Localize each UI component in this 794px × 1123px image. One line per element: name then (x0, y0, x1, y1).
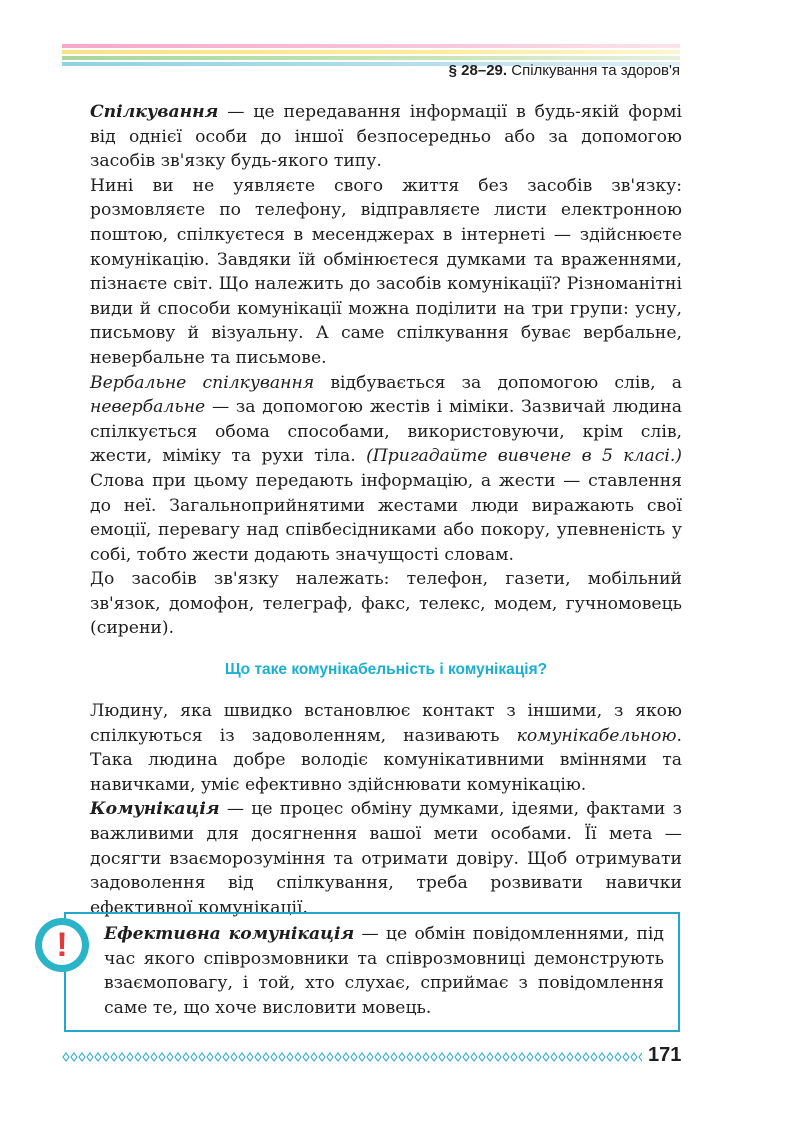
paragraph-means-of-communication (90, 174, 682, 371)
paragraph-definition-communication (90, 100, 682, 174)
italic-term: невербальне (90, 397, 206, 418)
callout-term: Ефективна комунікація (104, 924, 355, 944)
footer-ornament (62, 1052, 642, 1062)
italic-term: комунікабельною (516, 725, 677, 746)
section-number: § 28–29. (448, 62, 508, 79)
definition-callout (64, 912, 680, 1032)
callout-text (104, 922, 664, 1020)
italic-term: Вербальне спілкування (90, 372, 315, 393)
term: Комунікація (90, 799, 220, 820)
page-number: 171 (648, 1044, 682, 1066)
paragraph-communication-means-list (90, 567, 682, 641)
paragraph-definition-communication-process (90, 797, 682, 920)
section-heading: Що таке комунікабельність і комунікація? (224, 661, 548, 679)
paragraph-text: До засобів зв'язку належать: телефон, газети, мобільний зв'язок, домофон, телеграф, факс, телекс, модем, гучномовець (сирени). (90, 569, 682, 639)
paragraph-verbal-nonverbal (90, 371, 682, 568)
main-text (90, 100, 682, 920)
section-title: Спілкування та здоров'я (511, 62, 680, 79)
exclamation-symbol: ! (56, 926, 68, 964)
term: Спілкування (90, 102, 219, 122)
paragraph-text: Слова при цьому передають інформацію, а жести — ставлення до неї. Загальноприйнятими жестами люди виражають свої емоції, перевагу над співбесідниками або покору, упевненість у собі, тобто жести додають значущості словам. (90, 470, 682, 565)
paragraph-text: — це процес обміну думками, ідеями, фактами з важливими для досягнення вашої мети особами. Її мета — досягти взаєморозуміння та отримати довіру. Щоб отримувати задоволення від спілкування, треба розвивати навички ефективної комунікації. (90, 799, 682, 918)
exclamation-icon (35, 918, 89, 972)
paragraph-text: Нині ви не уявляєте свого життя без засобів зв'язку: розмовляєте по телефону, відправляєте листи електронною поштою, спілкуєтеся в месенджерах в інтернеті — здійснюєте комунікацію. Завдяки їй обмінюєтеся думками та враженнями, пізнаєте світ. Що належить до засобів комунікації? Різноманітні види й способи комунікації можна поділити на три групи: усну, письмову й візуальну. А саме спілкування буває вербальне, невербальне та письмове. (90, 175, 682, 368)
paragraph-text: відбувається за допомогою слів, а (314, 372, 682, 393)
paragraph-text: Людину, яка швидко встановлює контакт з іншими, з якою спілкуються із задоволенням, називають (90, 701, 682, 746)
paragraph-text: — це передавання інформації в будь-якій формі від однієї особи до іншої безпосередньо або за допомогою засобів зв'язку будь-якого типу. (90, 102, 682, 172)
paragraph-text: — за допомогою жестів і міміки. Зазвичай людина спілкується обома способами, використовуючи, крім слів, жести, міміку та рухи тіла. (90, 397, 682, 467)
callout-definition: — це обмін повідомленнями, під час якого співрозмовники та співрозмовниці демонструють взаємоповагу, і той, хто слухає, сприймає з повідомлення саме те, що хоче висловити мовець. (104, 924, 664, 1018)
running-header (449, 62, 680, 79)
italic-note: (Пригадайте вивчене в 5 класі.) (366, 446, 682, 467)
paragraph-sociable (90, 699, 682, 797)
paragraph-text: . Така людина добре володіє комунікативними вміннями та навичками, уміє ефективно здійснювати комунікацію. (90, 725, 682, 795)
